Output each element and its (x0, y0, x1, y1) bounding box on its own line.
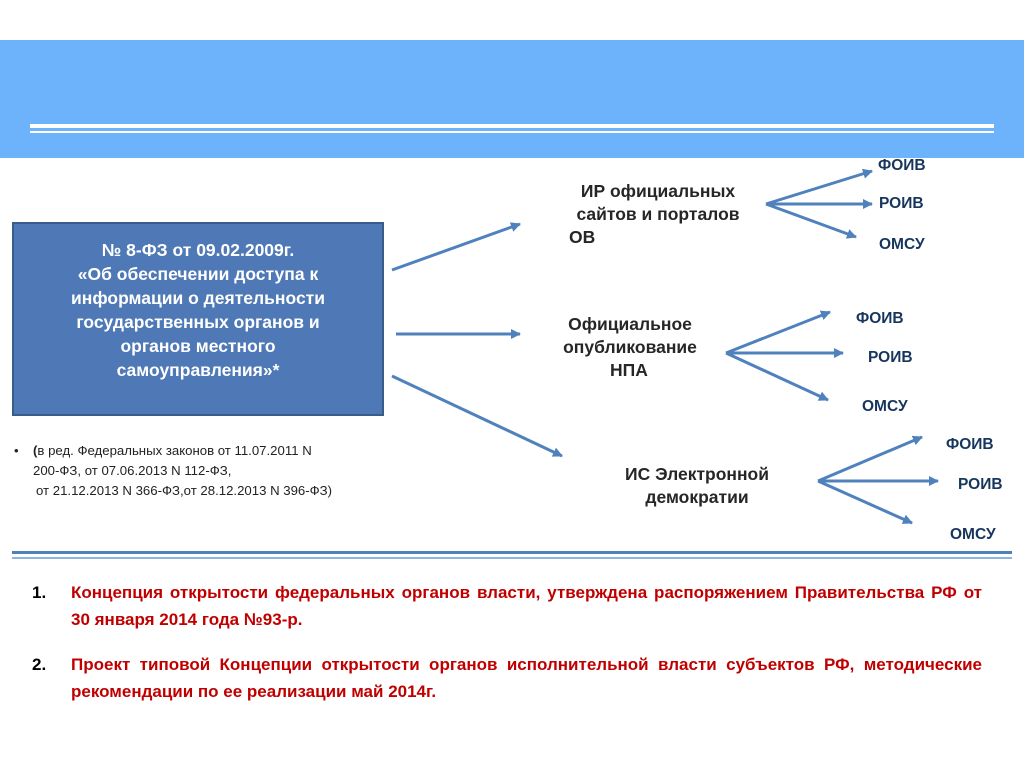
list-item-text: Проект типовой Концепции открытости органов исполнительной власти субъектов РФ, методические рекомендации по ее реализации май 2014г. (71, 655, 982, 701)
branch-line: ИР официальных (580, 181, 736, 201)
leaf-foiv: ФОИВ (856, 310, 904, 327)
arrow-to-branch-3 (392, 376, 562, 456)
branch-node-1 (538, 180, 778, 249)
law-box (12, 222, 384, 416)
branch-line: НПА (610, 360, 648, 380)
law-line: «Об обеспечении доступа к (77, 264, 319, 284)
leaf-roiv: РОИВ (879, 195, 924, 212)
leaf-omsu: ОМСУ (950, 526, 996, 543)
leaf-foiv: ФОИВ (878, 157, 926, 174)
list-item-number: 2. (32, 655, 47, 674)
arrow-to-branch-1 (392, 224, 520, 270)
arrow-b2-omsu (726, 353, 828, 400)
law-line: государственных органов и (76, 312, 320, 332)
branch-line: ИС Электронной (624, 464, 769, 484)
leaf-omsu: ОМСУ (862, 398, 908, 415)
branch-node-2 (520, 313, 740, 382)
law-line: органов местного (120, 336, 276, 356)
branch-line: опубликование (563, 337, 697, 357)
list-item (32, 579, 982, 633)
note-line-3: от 21.12.2013 N 366-ФЗ,от 28.12.2013 N 396-ФЗ) (36, 483, 333, 498)
section-divider-thin (12, 557, 1012, 559)
list-item-text: Концепция открытости федеральных органов власти, утверждена распоряжением Правительства РФ от 30 января 2014 года №93-р. (71, 583, 982, 629)
list-item-number: 1. (32, 583, 47, 602)
branch-line: ОВ (569, 227, 596, 247)
branch-node-3 (592, 463, 802, 509)
list-item (32, 651, 982, 705)
arrow-b3-omsu (818, 481, 912, 523)
branch-line: сайтов и порталов (576, 204, 740, 224)
note-paren: ( (33, 443, 38, 458)
leaf-roiv: РОИВ (868, 349, 913, 366)
arrow-b2-foiv (726, 312, 830, 353)
leaf-omsu: ОМСУ (879, 236, 925, 253)
note-line-1-text: в ред. Федеральных законов от 11.07.2011 N (37, 443, 312, 458)
arrow-b1-omsu (766, 204, 856, 237)
law-line: самоуправления»* (116, 360, 280, 380)
arrow-b1-foiv (766, 171, 872, 204)
law-line: информации о деятельности (70, 288, 325, 308)
leaf-roiv: РОИВ (958, 476, 1003, 493)
branch-line: демократии (645, 487, 749, 507)
leaf-foiv: ФОИВ (946, 436, 994, 453)
branch-line: Официальное (568, 314, 692, 334)
section-divider (12, 551, 1012, 554)
note-line-1 (33, 441, 312, 461)
note-bullet: • (14, 443, 19, 458)
arrow-b3-foiv (818, 437, 922, 481)
law-line: № 8-ФЗ от 09.02.2009г. (101, 240, 295, 260)
note-line-2: 200-ФЗ, от 07.06.2013 N 112-ФЗ, (33, 463, 232, 478)
